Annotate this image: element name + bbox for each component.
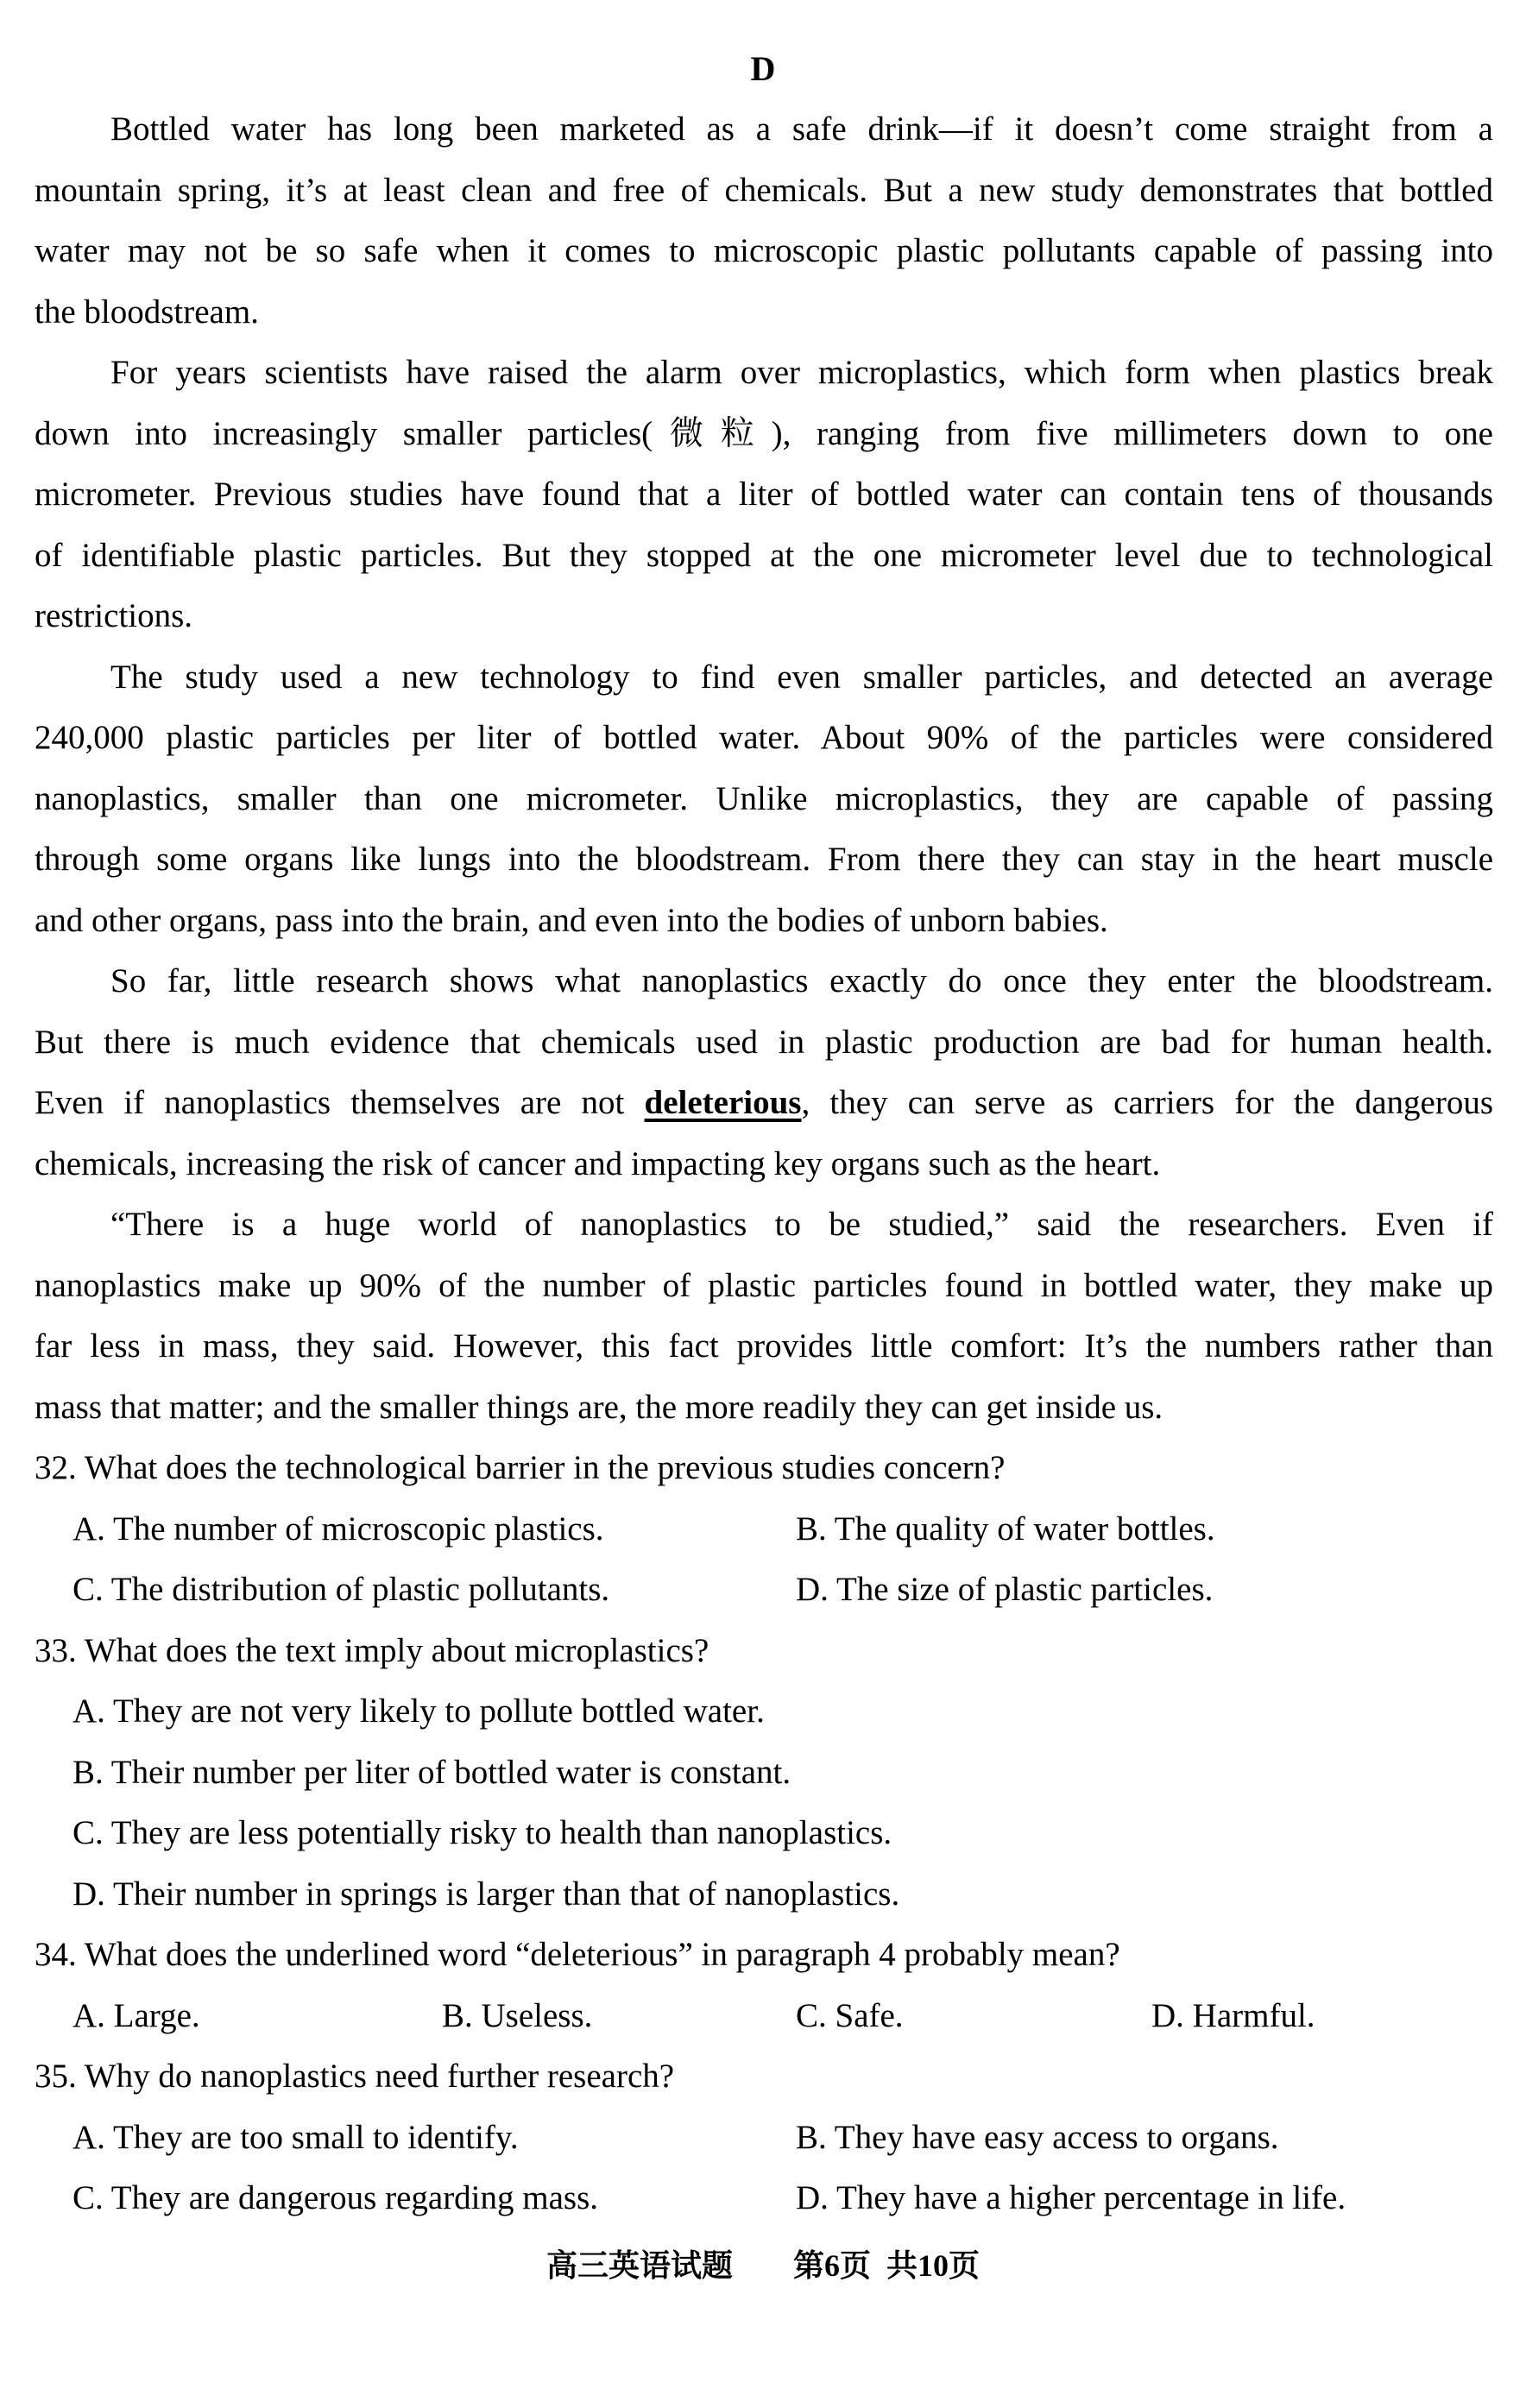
text-line: Bottled water has long been marketed as a safe drink—if it doesn’t come straight from a <box>110 110 1493 148</box>
option-a[interactable]: A. They are not very likely to pollute bottled water. <box>73 1693 765 1730</box>
text-line: water may not be so safe when it comes to microscopic plastic pollutants capable of passing into <box>35 232 1493 269</box>
exam-name: 高三英语试题 <box>545 2248 733 2283</box>
option-b[interactable]: B. The quality of water bottles. <box>796 1510 1215 1548</box>
text-line: But there is much evidence that chemicals used in plastic production are bad for human health. <box>35 1024 1493 1061</box>
section-title: D <box>750 49 776 88</box>
text-line: 240,000 plastic particles per liter of bottled water. About 90% of the particles were considered <box>35 719 1493 756</box>
text-line: the bloodstream. <box>35 293 259 331</box>
option-b[interactable]: B. Their number per liter of bottled water is constant. <box>73 1754 791 1791</box>
text-line: far less in mass, they said. However, this fact provides little comfort: It’s the numbers rather than <box>35 1327 1493 1365</box>
option-d[interactable]: D. Harmful. <box>1151 1997 1315 2034</box>
option-b[interactable]: B. Useless. <box>442 1997 593 2034</box>
question-stem: 33. What does the text imply about microplastics? <box>35 1632 709 1669</box>
text-line: nanoplastics, smaller than one micrometer. Unlike microplastics, they are capable of passing <box>35 780 1493 817</box>
question-stem: 34. What does the underlined word “deleterious” in paragraph 4 probably mean? <box>35 1936 1120 1973</box>
option-a[interactable]: A. They are too small to identify. <box>73 2119 519 2156</box>
text-line: through some organs like lungs into the bloodstream. From there they can stay in the heart muscle <box>35 841 1493 878</box>
text-line: mass that matter; and the smaller things are, the more readily they can get inside us. <box>35 1389 1163 1426</box>
option-c[interactable]: C. The distribution of plastic pollutants. <box>73 1571 610 1608</box>
text-line: mountain spring, it’s at least clean and free of chemicals. But a new study demonstrates that bottled <box>35 172 1493 209</box>
option-d[interactable]: D. The size of plastic particles. <box>796 1571 1214 1608</box>
text-line: The study used a new technology to find even smaller particles, and detected an average <box>110 659 1493 696</box>
option-c[interactable]: C. They are less potentially risky to health than nanoplastics. <box>73 1814 892 1851</box>
text-line: “There is a huge world of nanoplastics to be studied,” said the researchers. Even if <box>110 1206 1493 1243</box>
text-line: of identifiable plastic particles. But they stopped at the one micrometer level due to technological <box>35 537 1493 574</box>
text-line: nanoplastics make up 90% of the number of plastic particles found in bottled water, they make up <box>35 1267 1493 1304</box>
page-info: 第6页 共10页 <box>793 2248 981 2283</box>
text-line: chemicals, increasing the risk of cancer and impacting key organs such as the heart. <box>35 1145 1161 1182</box>
underlined-word: deleterious <box>644 1084 802 1121</box>
text-segment: Even if nanoplastics themselves are not <box>35 1084 645 1121</box>
text-line: down into increasingly smaller particles(微粒), ranging from five millimeters down to one <box>35 415 1493 452</box>
option-d[interactable]: D. They have a higher percentage in life. <box>796 2179 1346 2216</box>
text-line: For years scientists have raised the alarm over microplastics, which form when plastics break <box>110 354 1493 391</box>
text-line: restrictions. <box>35 597 193 634</box>
option-a[interactable]: A. Large. <box>73 1997 200 2034</box>
option-b[interactable]: B. They have easy access to organs. <box>796 2119 1279 2156</box>
page-footer <box>0 2240 1526 2291</box>
text-line: micrometer. Previous studies have found that a liter of bottled water can contain tens of thousands <box>35 476 1493 513</box>
text-line-with-underline <box>35 1073 1493 1133</box>
option-a[interactable]: A. The number of microscopic plastics. <box>73 1510 604 1548</box>
option-d[interactable]: D. Their number in springs is larger than that of nanoplastics. <box>73 1875 900 1913</box>
text-line: and other organs, pass into the brain, and even into the bodies of unborn babies. <box>35 902 1108 939</box>
option-c[interactable]: C. They are dangerous regarding mass. <box>73 2179 599 2216</box>
text-line: So far, little research shows what nanoplastics exactly do once they enter the bloodstream. <box>110 962 1493 999</box>
question-stem: 32. What does the technological barrier in the previous studies concern? <box>35 1449 1006 1486</box>
question-stem: 35. Why do nanoplastics need further research? <box>35 2058 675 2095</box>
text-segment: , they can serve as carriers for the dangerous <box>801 1084 1493 1121</box>
option-c[interactable]: C. Safe. <box>796 1997 904 2034</box>
